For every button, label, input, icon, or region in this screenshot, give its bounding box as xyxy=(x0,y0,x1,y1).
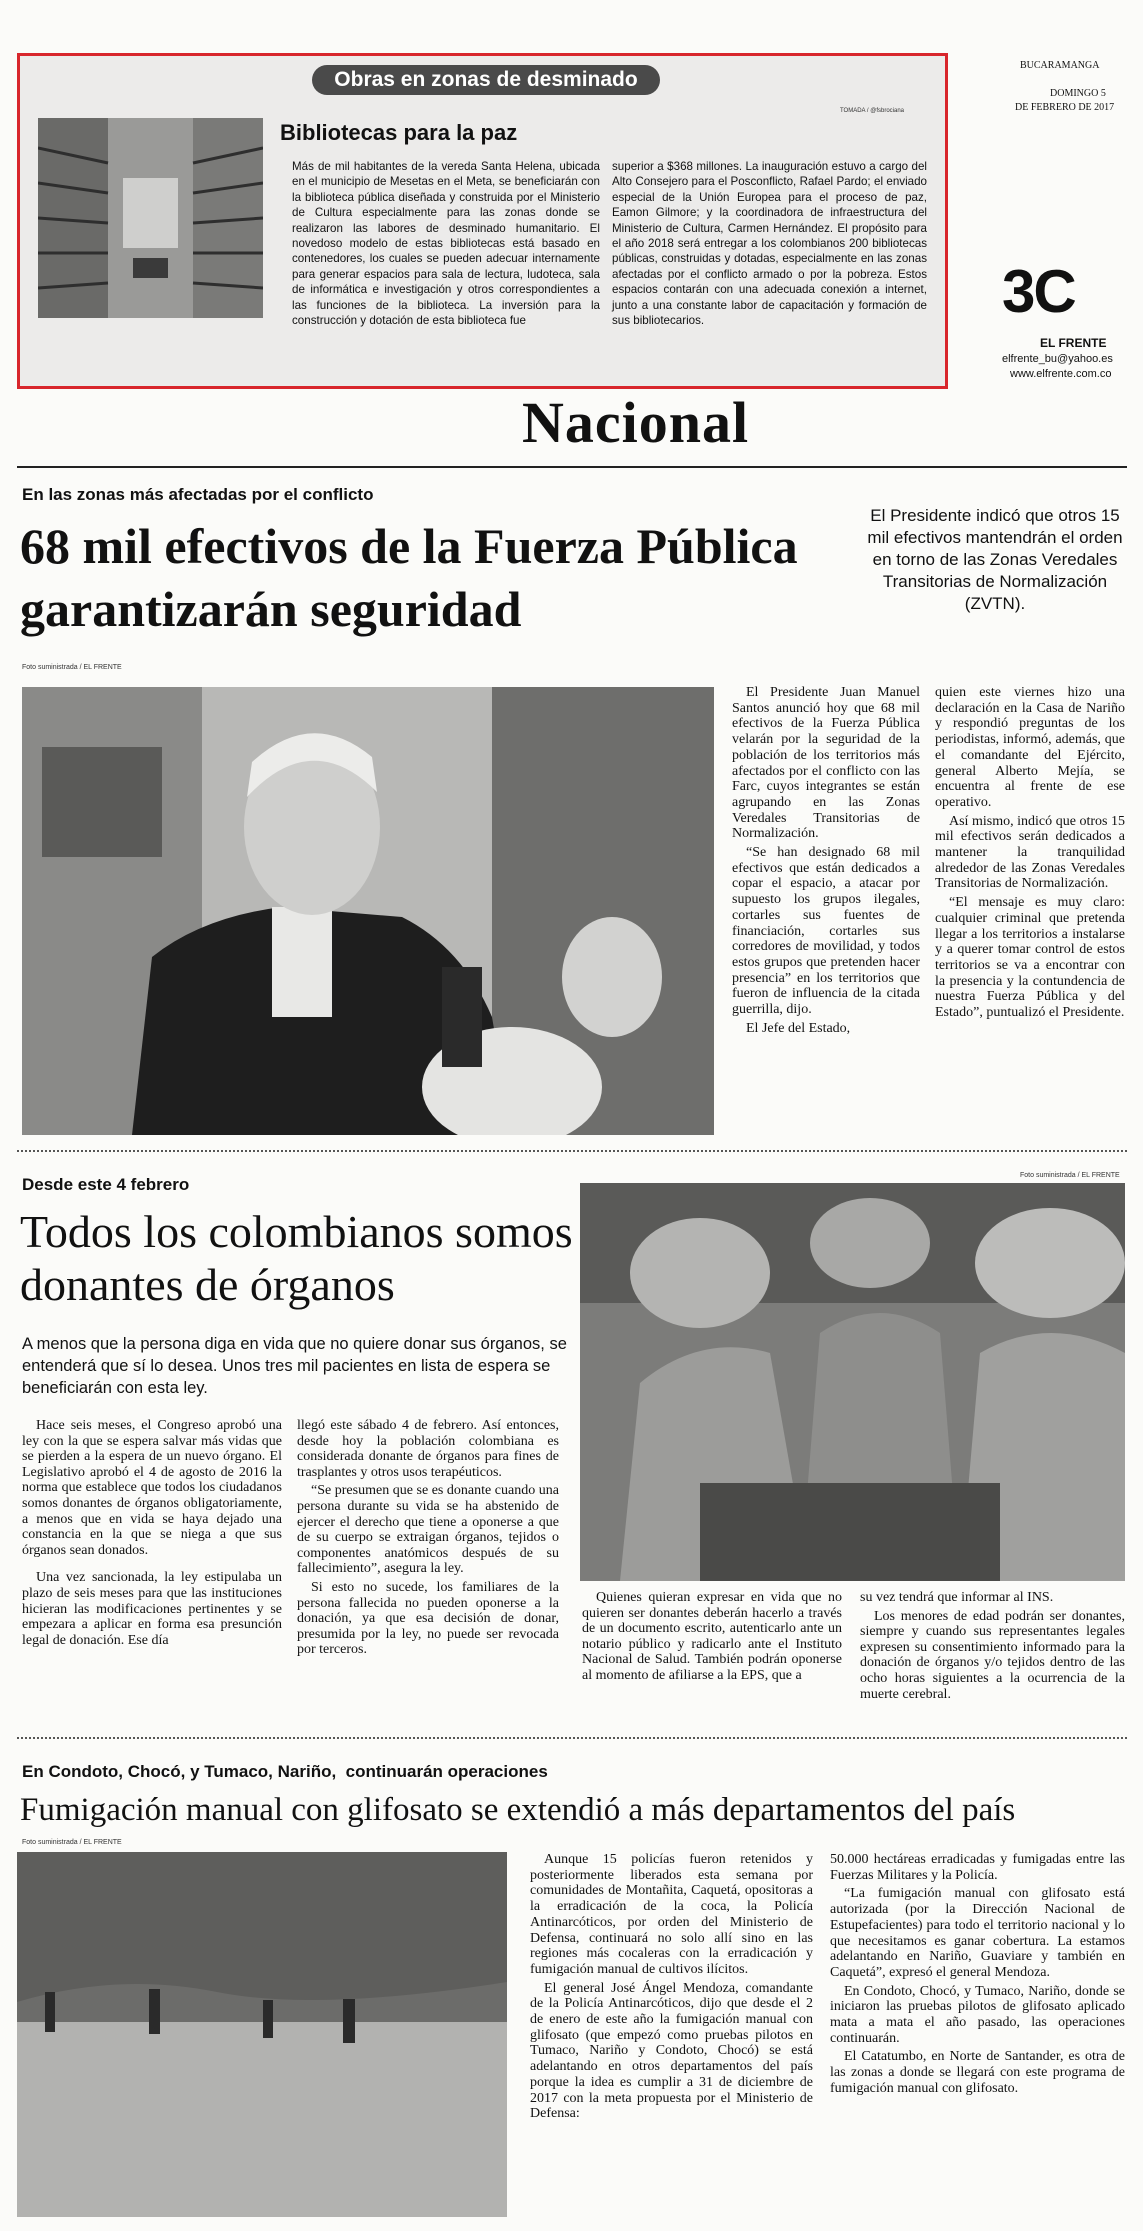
story3-column-2 xyxy=(830,1852,1125,2100)
story2-paragraph: Si esto no sucede, los familiares de la persona fallecida no pueden oponerse a la donación, ya que esa decisión de donar, presumida por la ley, no puede ser revocada por terceros. xyxy=(297,1579,559,1658)
story3-paragraph: 50.000 hectáreas erradicadas y fumigadas entre las Fuerzas Militares y la Policía. xyxy=(830,1852,1125,1883)
story2-paragraph: “Se presumen que se es donante cuando una persona durante su vida se ha abstenido de ejercer el derecho que tiene a oponerse a que de su cuerpo se extraigan órganos, tejidos o componentes anatómicos después de su fallecimiento”, asegura la ley. xyxy=(297,1483,559,1577)
section-rule xyxy=(17,466,1127,468)
field-fumigation-image xyxy=(17,1852,507,2217)
masthead-website: www.elfrente.com.co xyxy=(1010,368,1112,380)
story3-paragraph: El general José Ángel Mendoza, comandante de la Policía Antinarcóticos, dijo que desde el 2 de enero de este año la fumigación manual con glifosato (que empezó como pruebas pilotos en Tumaco, Nariño y Condoto, Chocó) se está adelantando en otros departamentos del país porque la idea es cumplir a 31 de diciembre de 2017 con la meta propuesta por el Ministerio de Defensa: xyxy=(530,1980,813,2122)
story2-column-4 xyxy=(860,1590,1125,1705)
feature-photo-credit: TOMADA / @fsbrociana xyxy=(840,108,905,114)
story2-column-2 xyxy=(297,1418,559,1661)
story3-photo xyxy=(17,1852,507,2217)
story1-paragraph: El Presidente Juan Manuel Santos anunció hoy que 68 mil efectivos de la Fuerza Pública velarán por la seguridad de la población de los territorios más afectados por el conflicto con las Farc, cuyos integrantes se están agrupando en las Zonas Veredales Transitorias de Normalización. xyxy=(732,685,920,842)
story2-column-3 xyxy=(582,1590,842,1687)
story2-column-1 xyxy=(22,1418,282,1651)
story2-paragraph: Hace seis meses, el Congreso aprobó una ley con la que se espera salvar más vidas que se pierden a la espera de un nuevo órgano. El Legislativo aprobó el 4 de agosto de 2016 la norma que establece que todos los ciudadanos somos donantes de órganos obligatoriamente, a menos que en vida se haya dejado una constancia en la que se niega a que sus órganos sean donados. xyxy=(22,1418,282,1558)
story2-paragraph: Una vez sancionada, la ley estipulaba un plazo de seis meses para que las instituciones hicieran las modificaciones pertinentes y se empezara a aplicar en forma esa presunción legal de donación. Ese día xyxy=(22,1570,282,1648)
story3-photo-credit: Foto suministrada / EL FRENTE xyxy=(22,1839,122,1846)
story1-column-2 xyxy=(935,685,1125,1024)
masthead-date-1: DOMINGO 5 xyxy=(1050,88,1106,99)
story1-headline: 68 mil efectivos de la Fuerza Pública garantizarán seguridad xyxy=(20,518,798,637)
story2-headline: Todos los colombianos somos donantes de órganos xyxy=(20,1206,573,1310)
surgery-team-image xyxy=(580,1183,1125,1581)
masthead-date-2: DE FEBRERO DE 2017 xyxy=(1015,102,1115,113)
library-shelves-image xyxy=(38,118,263,318)
story3-paragraph: Aunque 15 policías fueron retenidos y posteriormente liberados esta semana por comunidades de Montañita, Caquetá, opositoras a la erradicación de la coca, la Policía Antinarcóticos, por orden del Ministerio de Defensa, continuará no solo allí sino en las regiones más cocaleras con la erradicación y fumigación manual de cultivos ilícitos. xyxy=(530,1852,813,1977)
story1-paragraph: El Jefe del Estado, xyxy=(746,1020,851,1036)
story3-kicker: En Condoto, Chocó, y Tumaco, Nariño, continuarán operaciones xyxy=(22,1762,548,1781)
story1-paragraph: “Se han designado 68 mil efectivos que están dedicados a copar el espacio, a atacar por supuesto los grupos ilegales, cortarles sus fuentes de financiación, cortarles sus corredores de movilidad, y todos estos grupos que pretenden hacer presencia” en los territorios que fueron de influencia de la citada guerrilla, dijo. xyxy=(732,845,920,1018)
story3-paragraph: El Catatumbo, en Norte de Santander, es otra de las zonas a donde se llegará con este programa de fumigación manual con glifosato. xyxy=(830,2049,1125,2096)
masthead-city: BUCARAMANGA xyxy=(1020,60,1100,71)
story1-photo xyxy=(22,687,714,1135)
story3-headline: Fumigación manual con glifosato se extendió a más departamentos del país xyxy=(20,1792,1016,1828)
story1-column-1 xyxy=(732,685,920,1039)
story2-paragraph: su vez tendrá que informar al INS. xyxy=(860,1590,1054,1605)
feature-box xyxy=(17,53,948,389)
story2-paragraph: Quienes quieran expresar en vida que no quieren ser donantes deberán hacerlo a través de un documento escrito, autenticarlo ante un notario público y radicarlo ante el Instituto Nacional de Salud. También podrán oponerse al momento de afiliarse a la EPS, que a xyxy=(582,1590,842,1683)
library-photo xyxy=(38,118,263,318)
story1-photo-credit: Foto suministrada / EL FRENTE xyxy=(22,664,122,671)
president-speech-image xyxy=(22,687,714,1135)
feature-title: Bibliotecas para la paz xyxy=(280,120,518,145)
story1-paragraph: “El mensaje es muy claro: cualquier criminal que pretenda llegar a los territorios a instalarse y a querer tomar control de estos territorios se va a encontrar con la presencia y la contundencia de nuestra Fuerza Pública y del Estado”, puntualizó el Presidente. xyxy=(935,895,1125,1021)
feature-column-2: superior a $368 millones. La inauguración estuvo a cargo del Alto Consejero para el Posconflicto, Rafael Pardo; el enviado especial de la Unión Europea para el proceso de paz, Eamon Gilmore; y la coordinadora de infraestructura del Ministerio de Cultura, Carmen Hernández. El propósito para el año 2018 será entregar a los colombianos 200 bibliotecas públicas, construidas y dotadas, especialmente en las zonas afectadas por el conflicto armado o por la pobreza. Estos espacios contarán con una adecuada conexión a internet, junto a una constante labor de capacitación y formación de sus bibliotecarios. xyxy=(612,160,927,328)
story1-kicker: En las zonas más afectadas por el conflicto xyxy=(22,485,374,504)
story1-paragraph: Así mismo, indicó que otros 15 mil efectivos serán dedicados a mantener la tranquilidad alrededor de las Zonas Veredales Transitorias de Normalización. xyxy=(935,813,1125,892)
story2-paragraph: Los menores de edad podrán ser donantes, siempre y cuando sus representantes legales expresen su consentimiento informado para la donación de órganos y/o tejidos dentro de las ocho horas siguientes a la ocurrencia de la muerte cerebral. xyxy=(860,1608,1125,1702)
page-number: 3C xyxy=(1002,258,1075,325)
story1-paragraph: quien este viernes hizo una declaración en la Casa de Nariño y respondió preguntas de los periodistas, informó, además, que el comandante del Ejército, general Alberto Mejía, se encuentra al frente de ese operativo. xyxy=(935,685,1125,810)
feature-banner: Obras en zonas de desminado xyxy=(312,65,660,95)
story3-paragraph: En Condoto, Chocó, y Tumaco, Nariño, donde se iniciaron las pruebas pilotos de glifosato aplicado mata a mata el año pasado, las operaciones continuarán. xyxy=(830,1983,1125,2046)
story1-deck: El Presidente indicó que otros 15 mil efectivos mantendrán el orden en torno de las Zonas Veredales Transitorias de Normalización (ZVTN). xyxy=(867,506,1123,613)
masthead-brand: EL FRENTE xyxy=(1040,336,1107,350)
feature-column-1: Más de mil habitantes de la vereda Santa Helena, ubicada en el municipio de Mesetas en el Meta, se beneficiarán con la biblioteca pública diseñada y construida por el Ministerio de Cultura especialmente para las zonas donde se realizaron las labores de desminado humanitario. El novedoso modelo de estas bibliotecas está basado en contenedores, los cuales se pueden adecuar internamente para generar espacios para sala de lectura, ludoteca, sala de informática e investigación y otros correspondientes a las funciones de la biblioteca. La inversión para la construcción y dotación de esta biblioteca fue xyxy=(292,160,600,328)
story3-column-1 xyxy=(530,1852,813,2125)
story2-deck: A menos que la persona diga en vida que no quiere donar sus órganos, se entenderá que sí lo desea. Unos tres mil pacientes en lista de espera se beneficiarán con esta ley. xyxy=(22,1335,567,1397)
story2-paragraph: llegó este sábado 4 de febrero. Así entonces, desde hoy la población colombiana es considerada donante de órganos para fines de trasplantes y otros usos terapéuticos. xyxy=(297,1418,559,1480)
story-divider xyxy=(17,1150,1127,1152)
story-divider xyxy=(17,1737,1127,1739)
story3-paragraph: “La fumigación manual con glifosato está autorizada (por la Dirección Nacional de Estupefacientes) para todo el territorio nacional y lo que necesitamos es ganar cobertura. La estamos adelantando en Nariño, Guaviare y también en Caquetá”, expresó el general Mendoza. xyxy=(830,1886,1125,1980)
story2-photo xyxy=(580,1183,1125,1581)
masthead-email: elfrente_bu@yahoo.es xyxy=(1002,353,1113,365)
section-title: Nacional xyxy=(522,390,750,455)
story2-photo-credit: Foto suministrada / EL FRENTE xyxy=(1020,1172,1120,1179)
story2-kicker: Desde este 4 febrero xyxy=(22,1175,190,1194)
